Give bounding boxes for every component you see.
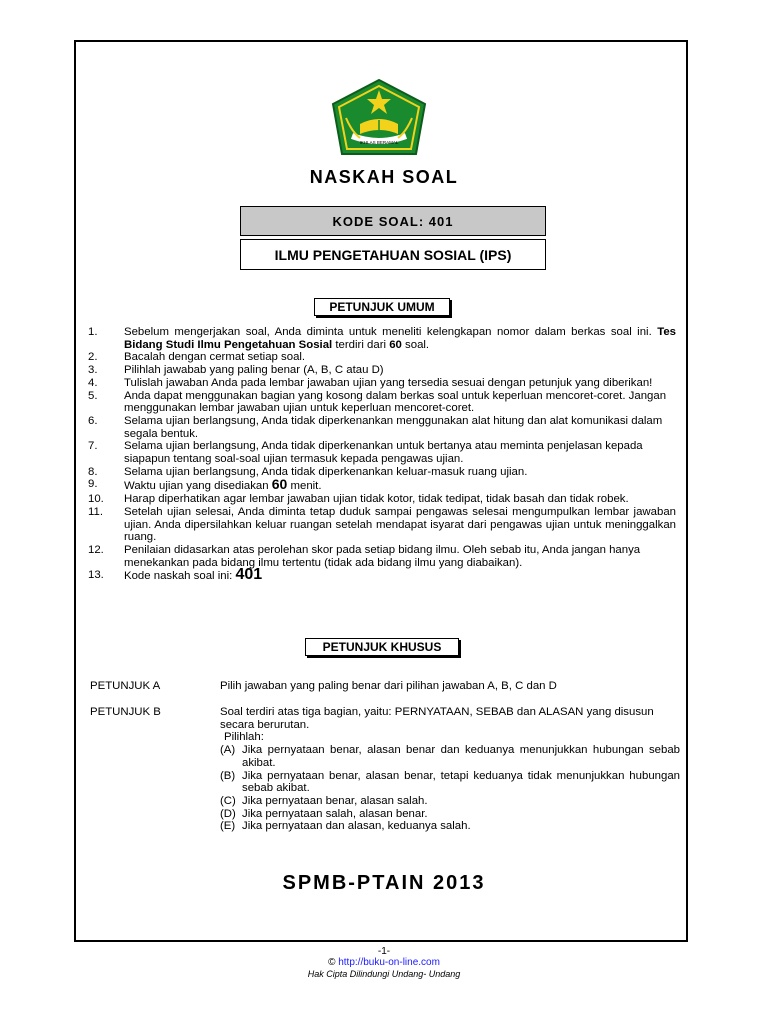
- item-text: Kode naskah soal ini:: [124, 570, 236, 583]
- item-text: Selama ujian berlangsung, Anda tidak diperkenankan untuk bertanya atau meminta penjelasan kepada siapapun tentang soal-soal ujian termasuk kepada pengawas ujian.: [124, 440, 643, 466]
- site-link[interactable]: http://buku-on-line.com: [338, 957, 440, 968]
- pilihlah-label: Pilihlah:: [224, 731, 264, 744]
- list-item: [88, 466, 676, 479]
- petunjuk-khusus-label: PETUNJUK KHUSUS: [305, 638, 459, 656]
- item-number: 6.: [88, 414, 98, 427]
- item-emphasis: 60: [271, 476, 288, 493]
- item-text: Sebelum mengerjakan soal, Anda diminta untuk meneliti kelengkapan nomor dalam berkas soal ini.: [124, 326, 658, 338]
- option-text: Jika pernyataan salah, alasan benar.: [242, 807, 428, 820]
- option-letter: (D): [220, 807, 236, 820]
- petunjuk-b-label: PETUNJUK B: [90, 706, 161, 718]
- subject-box: ILMU PENGETAHUAN SOSIAL (IPS): [240, 239, 546, 270]
- list-item: [88, 506, 676, 544]
- site-credit: [0, 957, 768, 968]
- item-text: Waktu ujian yang disediakan: [124, 480, 272, 493]
- option-text: Jika pernyataan benar, alasan salah.: [242, 794, 428, 807]
- item-text: Selama ujian berlangsung, Anda tidak diperkenankan menggunakan alat hitung dan alat komunikasi dalam segala bentuk.: [124, 414, 663, 440]
- item-number: 3.: [88, 364, 98, 377]
- item-number: 9.: [88, 478, 98, 491]
- item-text: Setelah ujian selesai, Anda diminta tetap duduk sampai pengawas selesai mengumpulkan lembar jawaban ujian. Anda dipersilahkan keluar ruangan setelah mendapat isyarat dari pengawas ujian untuk meninggalkan ruang.: [124, 505, 676, 544]
- petunjuk-b-body: [220, 706, 680, 833]
- item-emphasis: 401: [235, 566, 263, 584]
- list-item: [88, 326, 676, 351]
- list-item: [88, 493, 676, 506]
- petunjuk-a-label: PETUNJUK A: [90, 680, 161, 692]
- item-number: 8.: [88, 465, 98, 478]
- item-text: Pilihlah jawabab yang paling benar (A, B, C atau D): [124, 364, 384, 377]
- item-text: Harap diperhatikan agar lembar jawaban ujian tidak kotor, tidak tedipat, tidak basah dan tidak robek.: [124, 493, 629, 506]
- item-number: 2.: [88, 351, 98, 364]
- option-letter: (C): [220, 794, 236, 807]
- option-text: Jika pernyataan dan alasan, keduanya salah.: [242, 820, 471, 833]
- list-item: [88, 377, 676, 390]
- option-b: [220, 770, 680, 795]
- item-text: Bacalah dengan cermat setiap soal.: [124, 351, 306, 364]
- option-c: [220, 795, 680, 808]
- option-text: Jika pernyataan benar, alasan benar dan keduanya menunjukkan hubungan sebab akibat.: [242, 744, 680, 769]
- item-bold-text: Tes Bidang Studi Ilmu Pengetahuan Sosial: [124, 326, 676, 351]
- item-text: Penilaian didasarkan atas perolehan skor pada setiap bidang ilmu. Oleh sebab itu, Anda jangan hanya menekankan pada bidang ilmu tertentu (tidak ada bidang ilmu yang diabaikan).: [124, 543, 641, 569]
- kementerian-agama-emblem-icon: [330, 78, 428, 160]
- item-text: Selama ujian berlangsung, Anda tidak diperkenankan keluar-masuk ruang ujian.: [124, 465, 528, 478]
- item-number: 13.: [88, 569, 104, 582]
- copyright-notice: Hak Cipta Dilindungi Undang- Undang: [307, 969, 461, 979]
- item-text: terdiri dari: [332, 338, 390, 351]
- option-text: Jika pernyataan benar, alasan benar, tetapi keduanya tidak menunjukkan hubungan sebab akibat.: [242, 769, 680, 795]
- general-instructions-list: [88, 326, 676, 583]
- item-number: 11.: [88, 505, 103, 518]
- item-text: Anda dapat menggunakan bagian yang kosong dalam berkas soal untuk keperluan mencoret-coret. Jangan menggunakan lembar jawaban ujian untuk keperluan mencoret-coret.: [124, 389, 667, 415]
- petunjuk-umum-label: PETUNJUK UMUM: [314, 298, 450, 316]
- item-bold-text: 60: [389, 338, 402, 351]
- kode-soal-box: KODE SOAL: 401: [240, 206, 546, 236]
- petunjuk-b-text: Soal terdiri atas tiga bagian, yaitu: PERNYATAAN, SEBAB dan ALASAN yang disusun secara berurutan.: [220, 706, 654, 731]
- document-title: NASKAH SOAL: [309, 167, 459, 187]
- item-number: 4.: [88, 376, 98, 389]
- petunjuk-a-text: Pilih jawaban yang paling benar dari pilihan jawaban A, B, C dan D: [220, 680, 557, 692]
- copyright-icon: ©: [328, 957, 336, 968]
- list-item: [88, 351, 676, 364]
- option-d: [220, 808, 680, 821]
- option-letter: (B): [220, 769, 236, 782]
- item-number: 12.: [88, 543, 104, 556]
- item-text: Tulislah jawaban Anda pada lembar jawaban ujian yang tersedia sesuai dengan petunjuk yang diberikan!: [124, 376, 653, 389]
- logo-text: IKHLAS BERAMAL: [359, 140, 399, 145]
- exam-title: SPMB-PTAIN 2013: [282, 872, 486, 894]
- item-number: 1.: [88, 326, 98, 338]
- list-item: [88, 364, 676, 377]
- option-e: [220, 820, 680, 833]
- item-text: menit.: [287, 480, 322, 493]
- page-number: -1-: [377, 946, 391, 957]
- list-item: [88, 478, 676, 493]
- item-number: 5.: [88, 389, 98, 402]
- item-number: 10.: [88, 493, 104, 506]
- option-letter: (A): [220, 744, 236, 757]
- option-a: [220, 744, 680, 769]
- item-number: 7.: [88, 440, 98, 453]
- list-item: [88, 415, 676, 440]
- list-item: [88, 566, 676, 584]
- list-item: [88, 544, 676, 569]
- list-item: [88, 390, 676, 415]
- list-item: [88, 440, 676, 465]
- option-letter: (E): [220, 820, 236, 833]
- item-text: soal.: [401, 338, 430, 351]
